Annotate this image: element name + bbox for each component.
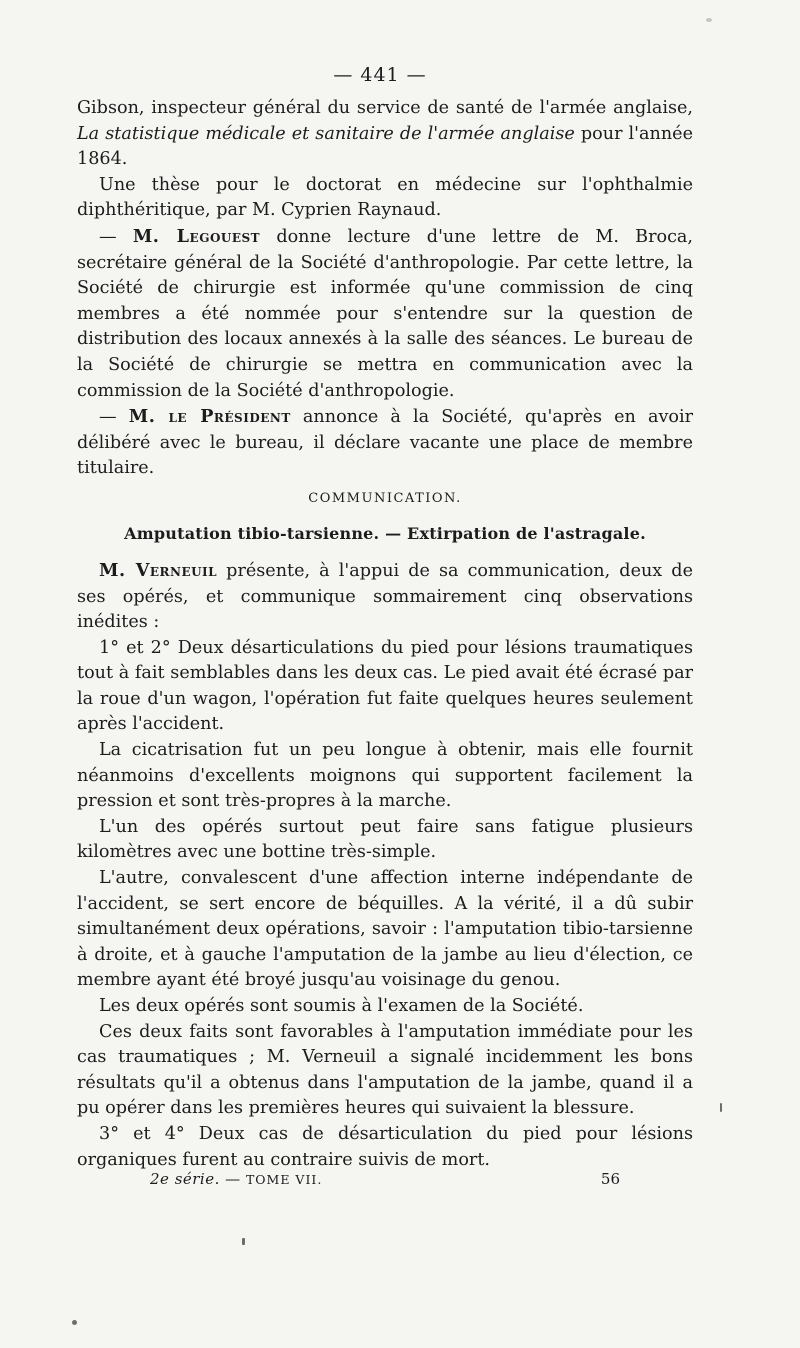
paragraph-autre: L'autre, convalescent d'une affection interne indépendante de l'accident, se sert encore de béquilles. A la vérité, il a dû subir simultanément deux opérations, savoir : l'amputation tibio-tarsienne à droite, et à gauche l'amputation de la jambe au lieu d'élection, ce membre ayant été broyé jusqu'au voisinage du genou. <box>77 868 693 991</box>
ink-speck <box>706 18 712 22</box>
publication-title: La statistique médicale et sanitaire de l'armée anglaise <box>77 123 575 144</box>
footer <box>150 1170 620 1188</box>
paragraph-cases-1-2: 1° et 2° Deux désarticulations du pied pour lésions traumatiques tout à fait semblables dans les deux cas. Le pied avait été écrasé par la roue d'un wagon, l'opération fut faite quelques heures seulement après l'accident. <box>77 637 693 735</box>
paragraph-operes: L'un des opérés surtout peut faire sans fatigue plusieurs kilomètres avec une bottine très-simple. <box>77 816 693 863</box>
tome-label: TOME VII. <box>245 1172 323 1187</box>
paragraph-faits: Ces deux faits sont favorables à l'amputation immédiate pour les cas traumatiques ; M. Verneuil a signalé incidemment les bons résultats qu'il a obtenus dans l'amputation de la jambe, quand il a pu opérer dans les premières heures qui suivaient la blessure. <box>77 1021 693 1119</box>
body-text <box>77 96 693 1173</box>
paragraph-legouest <box>77 224 693 404</box>
subsection-heading: Amputation tibio-tarsienne. — Extirpation de l'astragale. <box>124 523 646 543</box>
series-text: 2e série. <box>150 1170 220 1188</box>
speaker-legouest: M. Legouest <box>132 225 261 247</box>
paragraph-gibson <box>77 96 693 173</box>
speaker-verneuil: M. Verneuil <box>99 559 218 581</box>
paragraph-cases-3-4: 3° et 4° Deux cas de désarticulation du pied pour lésions organiques furent au contraire suivis de mort. <box>77 1123 693 1170</box>
page-number: — 441 — <box>333 64 427 86</box>
series-label <box>150 1170 322 1188</box>
ink-speck <box>242 1238 245 1245</box>
dash-prefix: — <box>99 407 129 428</box>
dash-prefix: — <box>99 226 133 247</box>
paragraph-verneuil-text: présente, à l'appui de sa communication, deux de ses opérés, et communique sommairement cinq observations inédites : <box>77 560 693 633</box>
ink-speck <box>720 1103 722 1112</box>
paragraph-examen: Les deux opérés sont soumis à l'examen de la Société. <box>99 996 584 1016</box>
paragraph-president-text: annonce à la Société, qu'après en avoir délibéré avec le bureau, il déclare vacante une place de membre titulaire. <box>77 407 694 479</box>
speaker-president: M. le Président <box>128 406 291 428</box>
series-dash: — <box>219 1170 246 1188</box>
signature-mark: 56 <box>600 1170 620 1188</box>
paragraph-legouest-text: donne lecture d'une lettre de M. Broca, secrétaire général de la Société d'anthropologie. Par cette lettre, la Société de chirurgie est informée qu'une commission de cinq membres a été nommée pour s'entendre sur la question de distribution des locaux annexés à la salle des séances. Le bureau de la Société de chirurgie se mettra en communication avec la commission de la Société d'anthropologie. <box>77 226 694 401</box>
paragraph-cicatrisation: La cicatrisation fut un peu longue à obtenir, mais elle fournit néanmoins d'excellents moignons qui supportent facilement la pression et sont très-propres à la marche. <box>77 740 693 812</box>
paragraph-president <box>77 404 693 482</box>
paragraph-these: Une thèse pour le doctorat en médecine sur l'ophthalmie diphthéritique, par M. Cyprien Raynaud. <box>77 174 693 221</box>
paragraph-gibson-tail: pour l'année 1864. <box>77 123 693 170</box>
paragraph-gibson-text: Gibson, inspecteur général du service de santé de l'armée anglaise, <box>77 98 693 118</box>
section-heading: COMMUNICATION. <box>308 490 462 506</box>
ink-speck <box>72 1320 77 1325</box>
paragraph-verneuil <box>77 558 693 636</box>
